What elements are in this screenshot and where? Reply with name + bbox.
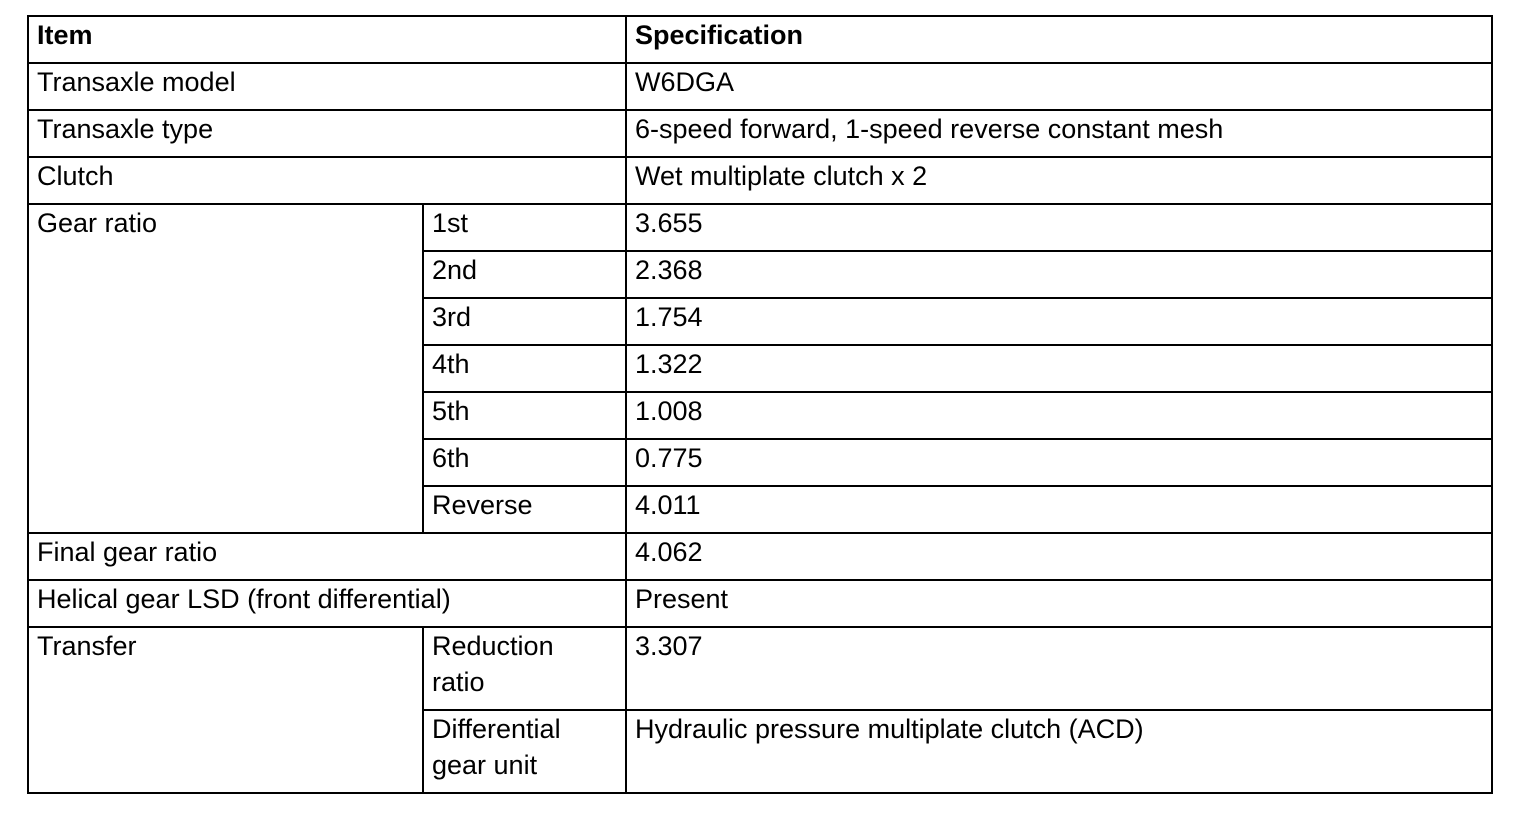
sub-label: 3rd: [423, 298, 626, 345]
table-row: [28, 110, 1492, 157]
row-value: Wet multiplate clutch x 2: [626, 157, 1492, 204]
row-label: Clutch: [28, 157, 626, 204]
sub-label: [423, 627, 626, 710]
row-value: 4.011: [626, 486, 1492, 533]
sub-label-line: ratio: [432, 667, 485, 697]
sub-label: 1st: [423, 204, 626, 251]
group-label: Transfer: [28, 627, 423, 793]
sub-label: [423, 710, 626, 793]
sub-label-line: gear unit: [432, 750, 538, 780]
row-label: Transaxle model: [28, 63, 626, 110]
sub-label-line: Differential: [432, 714, 561, 744]
row-value: 1.322: [626, 345, 1492, 392]
header-specification: Specification: [626, 16, 1492, 63]
sub-label: 6th: [423, 439, 626, 486]
row-value: 1.008: [626, 392, 1492, 439]
row-value: 1.754: [626, 298, 1492, 345]
specification-table: [27, 15, 1493, 794]
row-label: Final gear ratio: [28, 533, 626, 580]
row-value: 6-speed forward, 1-speed reverse constant mesh: [626, 110, 1492, 157]
row-value: 0.775: [626, 439, 1492, 486]
row-value: 4.062: [626, 533, 1492, 580]
table-row: [28, 63, 1492, 110]
table-row: [28, 204, 1492, 251]
row-value: 3.307: [626, 627, 1492, 710]
sub-label: Reverse: [423, 486, 626, 533]
row-value: 2.368: [626, 251, 1492, 298]
row-value: Hydraulic pressure multiplate clutch (ACD): [626, 710, 1492, 793]
sub-label: 2nd: [423, 251, 626, 298]
header-row: [28, 16, 1492, 63]
sub-label-line: Reduction: [432, 631, 554, 661]
group-label: Gear ratio: [28, 204, 423, 533]
header-item: Item: [28, 16, 626, 63]
row-label: Transaxle type: [28, 110, 626, 157]
row-value: W6DGA: [626, 63, 1492, 110]
table-row: [28, 157, 1492, 204]
table-row: [28, 533, 1492, 580]
table-row: [28, 580, 1492, 627]
sub-label: 5th: [423, 392, 626, 439]
table-row: [28, 627, 1492, 710]
row-label: Helical gear LSD (front differential): [28, 580, 626, 627]
row-value: Present: [626, 580, 1492, 627]
row-value: 3.655: [626, 204, 1492, 251]
sub-label: 4th: [423, 345, 626, 392]
